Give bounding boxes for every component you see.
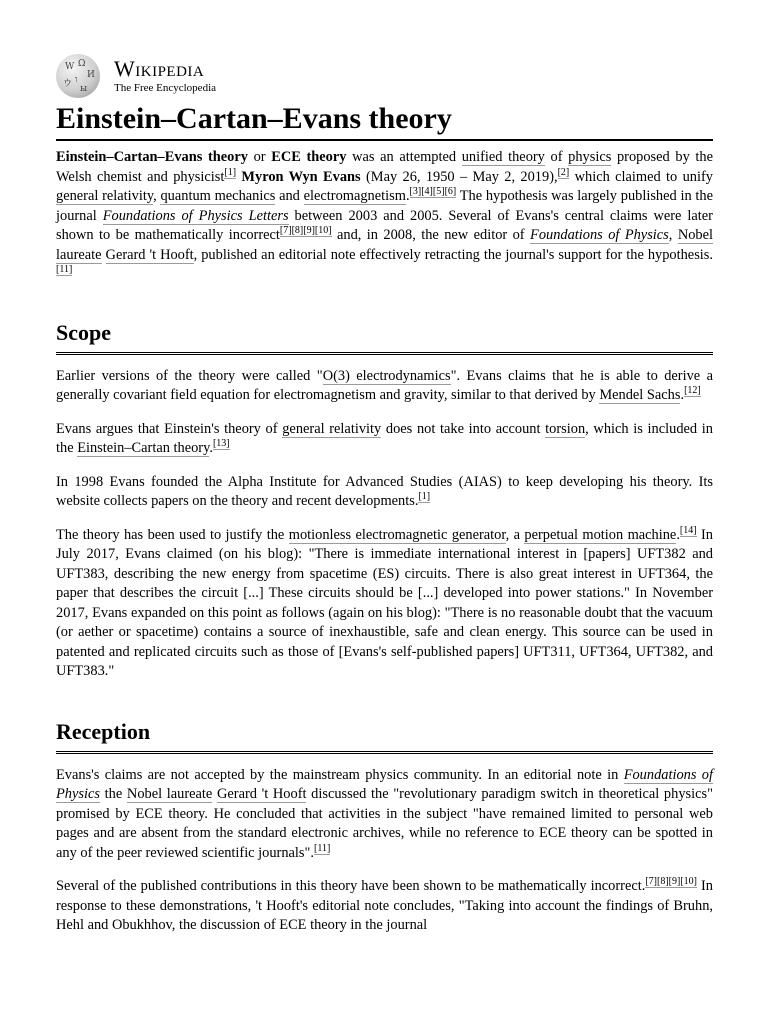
ref-9[interactable]: [9]: [303, 225, 315, 237]
ref-2[interactable]: [2]: [557, 166, 570, 178]
ref-10-again[interactable]: [10]: [680, 876, 698, 888]
reception-paragraph-1: Evans's claims are not accepted by the mainstream physics community. In an editorial note in Foundations of Physics the Nobel laureate Gerard 't Hooft discussed the "revolutionary paradigm switch in theoretical physics" promised by ECE theory. He concluded that activities in the subject "have remained limited to personal web pages and are absent from the standard electronic archives, while no reference to ECE theory can be spotted in any of the peer reviewed scientific journals".[11]: [56, 766, 714, 861]
ref-8-again[interactable]: [8]: [657, 876, 669, 888]
ref-5[interactable]: [5]: [432, 186, 445, 198]
link-gerard-t-hooft-2[interactable]: Gerard 't Hooft: [217, 786, 307, 802]
ref-10[interactable]: [10]: [314, 225, 332, 237]
scope-paragraph-2: Evans argues that Einstein's theory of general relativity does not take into account torsion, which is included in the Einstein–Cartan theory.[13]: [56, 420, 713, 456]
link-einstein-cartan-theory[interactable]: Einstein–Cartan theory: [77, 440, 210, 456]
ref-11[interactable]: [11]: [56, 264, 73, 276]
link-physics[interactable]: physics: [568, 149, 612, 165]
section-heading-scope: Scope: [56, 319, 713, 355]
scope-paragraph-4: The theory has been used to justify the motionless electromagnetic generator, a perpetual motion machine.[14] In July 2017, Evans claimed (on his blog): "There is immediate international interest in [papers] UFT382 and UFT383, describing the new energy from spacetime (ES) circuits. There is also great interest in UFT364, the paper that describes the circuit [...] These circuits should be [...] developed into power stations." In November 2017, Evans expanded on this point as follows (again on his blog): "There is no reasonable doubt that the vacuum (or aether or spacetime) contains a source of inexhaustible, safe and clean energy. This source can be used in patented and replicated circuits such as those of [Evans's self-published papers] UFT311, UFT364, UFT382, and UFT383.": [56, 524, 713, 679]
ref-7[interactable]: [7]: [279, 225, 292, 237]
wordmark-title: Wikipedia: [114, 56, 205, 81]
link-gerard-t-hooft[interactable]: Gerard 't Hooft: [105, 246, 194, 263]
page-title: Einstein–Cartan–Evans theory: [56, 102, 713, 141]
link-torsion[interactable]: torsion: [545, 420, 586, 437]
link-electromagnetism[interactable]: electromagnetism: [303, 188, 406, 204]
ref-11-again[interactable]: [11]: [314, 842, 331, 854]
lead-paragraph: Einstein–Cartan–Evans theory or ECE theory was an attempted unified theory of physics proposed by the Welsh chemist and physicist[1] Myron Wyn Evans (May 26, 1950 – May 2, 2019),[2] which claimed to unify general relativity, quantum mechanics and electromagnetism.[3][4][5][6] The hypothesis was largely published in the journal Foundations of Physics Letters between 2003 and 2005. Several of Evans's central claims were later shown to be mathematically incorrect[7][8][9][10] and, in 2008, the new editor of Foundations of Physics, Nobel laureate Gerard 't Hooft, published an editorial note effectively retracting the journal's support for the hypothesis.[11]: [56, 149, 714, 276]
link-general-relativity[interactable]: general relativity: [56, 188, 154, 204]
wordmark: [114, 58, 216, 94]
link-o3-electrodynamics[interactable]: O(3) electrodynamics: [322, 367, 451, 384]
ref-9-again[interactable]: [9]: [668, 876, 681, 888]
ref-14[interactable]: [14]: [679, 524, 697, 536]
wordmark-tagline: The Free Encyclopedia: [114, 82, 217, 94]
reception-paragraph-2: Several of the published contributions in this theory have been shown to be mathematically incorrect.[7][8][9][10] In response to these demonstrations, 't Hooft's editorial note concludes, "Taking into account the findings of Bruhn, Hehl and Obukhhov, the discussion of ECE theory in the journal: [56, 876, 713, 933]
ref-3[interactable]: [3]: [409, 186, 422, 198]
section-heading-reception: Reception: [56, 718, 713, 754]
link-motionless-electromagnetic-generator[interactable]: motionless electromagnetic generator: [288, 526, 506, 543]
link-quantum-mechanics[interactable]: quantum mechanics: [160, 188, 276, 204]
link-mendel-sachs[interactable]: Mendel Sachs: [599, 387, 681, 403]
ref-13[interactable]: [13]: [212, 438, 230, 450]
link-perpetual-motion-machine[interactable]: perpetual motion machine: [524, 526, 677, 543]
ref-12[interactable]: [12]: [684, 385, 701, 397]
link-foundations-of-physics-letters[interactable]: Foundations of Physics Letters: [102, 207, 289, 224]
ref-4[interactable]: [4]: [421, 186, 433, 198]
link-general-relativity-2[interactable]: general relativity: [282, 420, 382, 437]
wikipedia-globe-icon: W Ω И ウ ו ы: [56, 54, 100, 98]
link-nobel-laureate-2[interactable]: Nobel laureate: [126, 786, 213, 802]
link-nobel-laureate[interactable]: Nobel laureate: [56, 227, 713, 263]
scope-paragraph-3: In 1998 Evans founded the Alpha Institute for Advanced Studies (AIAS) to keep developing his theory. Its website collects papers on the theory and recent developments.[1]: [56, 473, 713, 509]
article-page: [56, 54, 713, 936]
ref-6[interactable]: [6]: [444, 186, 457, 198]
link-unified-theory[interactable]: unified theory: [461, 149, 545, 165]
wikipedia-logo[interactable]: [56, 54, 713, 98]
ref-1[interactable]: [1]: [224, 166, 237, 178]
link-foundations-of-physics-2[interactable]: Foundations of Physics: [56, 766, 714, 802]
ref-1-again[interactable]: [1]: [418, 491, 431, 503]
ref-8[interactable]: [8]: [291, 225, 304, 237]
scope-paragraph-1: Earlier versions of the theory were called "O(3) electrodynamics". Evans claims that he is able to derive a generally covariant field equation for electromagnetism and gravity, similar to that derived by Mendel Sachs.[12]: [56, 367, 713, 403]
link-foundations-of-physics[interactable]: Foundations of Physics: [530, 227, 669, 243]
ref-7-again[interactable]: [7]: [645, 876, 657, 888]
